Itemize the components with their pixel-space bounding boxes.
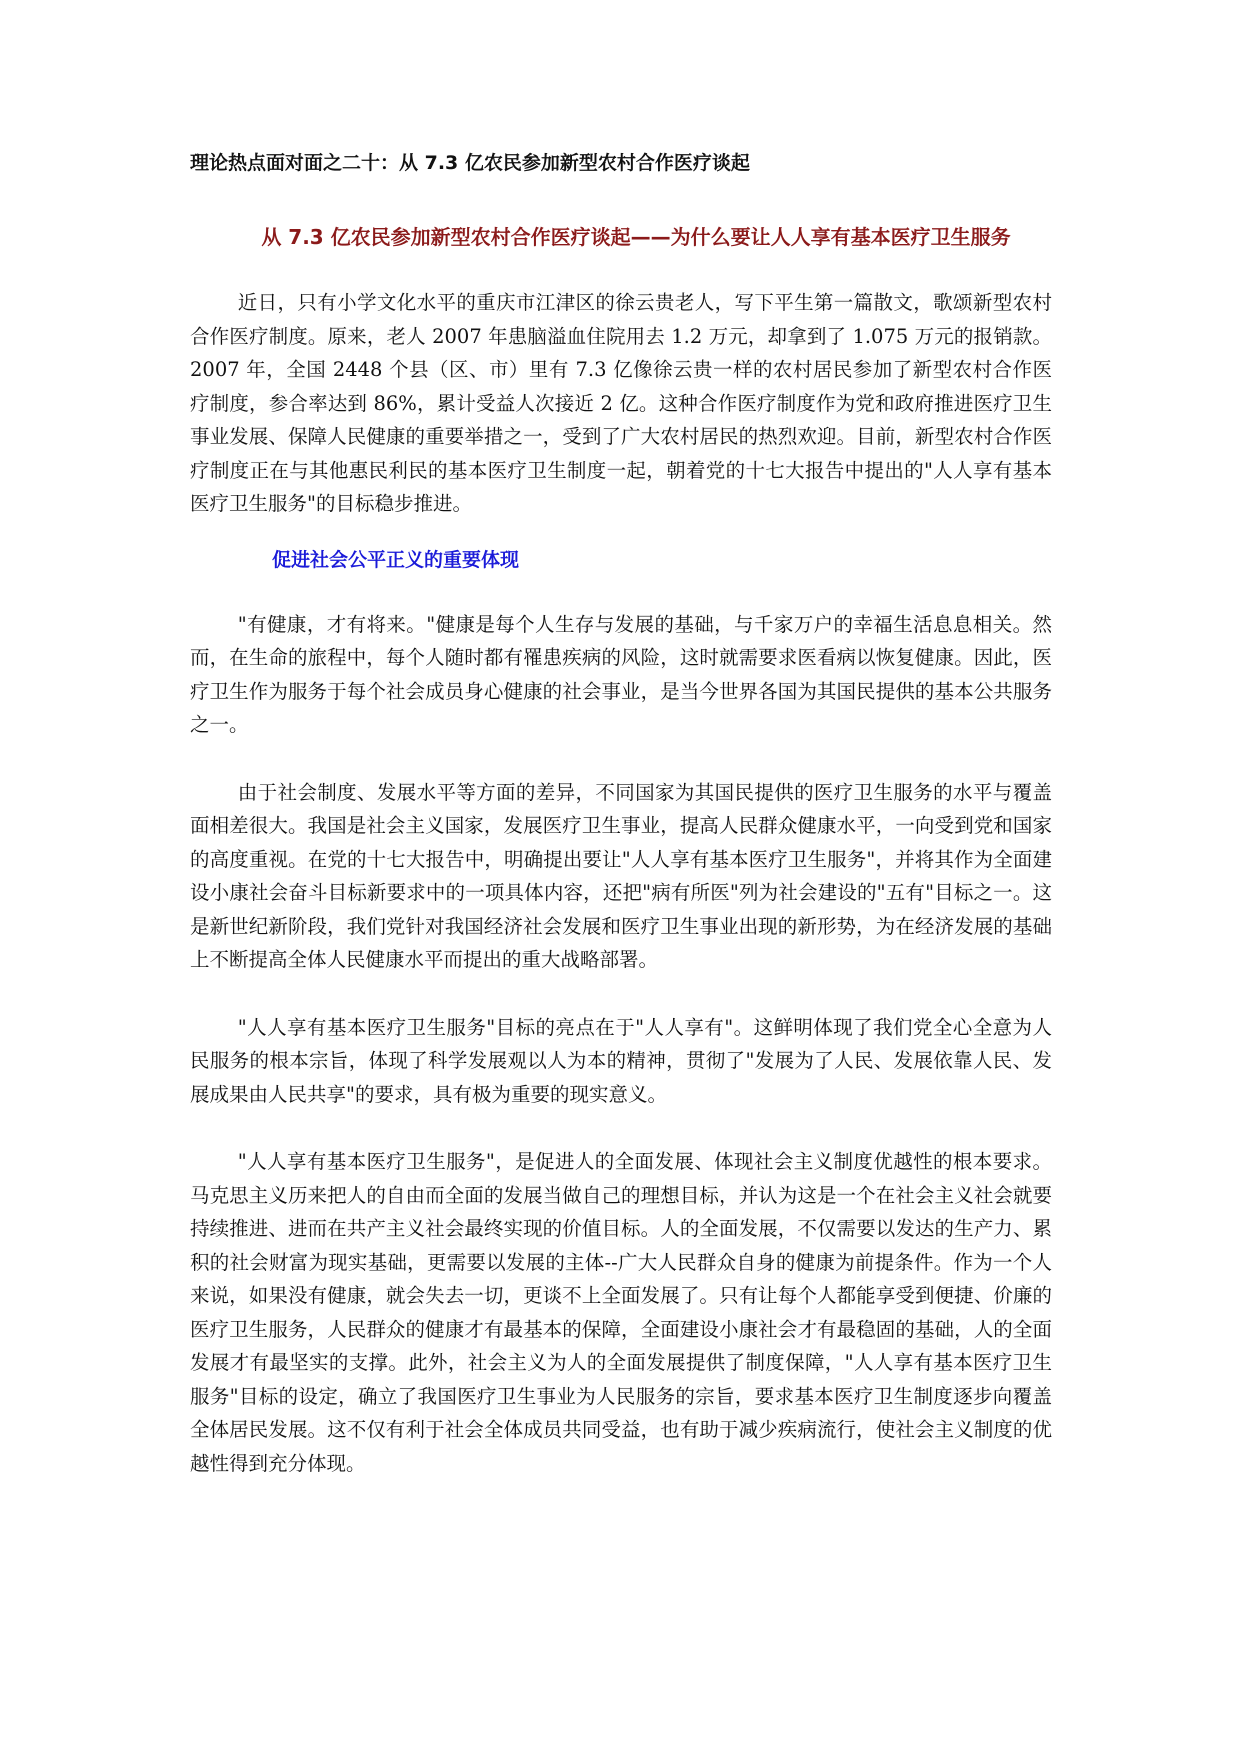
- section-paragraph-3: "人人享有基本医疗卫生服务"目标的亮点在于"人人享有"。这鲜明体现了我们党全心全意为人民服务的根本宗旨，体现了科学发展观以人为本的精神，贯彻了"发展为了人民、发展依靠人民、发展成果由人民共享"的要求，具有极为重要的现实意义。: [190, 1015, 1052, 1106]
- section-heading: 促进社会公平正义的重要体现: [272, 548, 520, 571]
- section-paragraph-1: "有健康，才有将来。"健康是每个人生存与发展的基础，与千家万户的幸福生活息息相关。然而，在生命的旅程中，每个人随时都有罹患疾病的风险，这时就需要求医看病以恢复健康。因此，医疗卫生作为服务于每个社会成员身心健康的社会事业，是当今世界各国为其国民提供的基本公共服务之一。: [190, 612, 1052, 736]
- intro-paragraph: 近日，只有小学文化水平的重庆市江津区的徐云贵老人，写下平生第一篇散文，歌颂新型农村合作医疗制度。原来，老人 2007 年患脑溢血住院用去 1.2 万元，却拿到了 1.075 万元的报销款。2007 年，全国 2448 个县（区、市）里有 7.3 亿像徐云贵一样的农村居民参加了新型农村合作医疗制度，参合率达到 86%，累计受益人次接近 2 亿。这种合作医疗制度作为党和政府推进医疗卫生事业发展、保障人民健康的重要举措之一，受到了广大农村居民的热烈欢迎。目前，新型农村合作医疗制度正在与其他惠民利民的基本医疗卫生制度一起，朝着党的十七大报告中提出的"人人享有基本医疗卫生服务"的目标稳步推进。: [190, 291, 1052, 515]
- article-heading: 从 7.3 亿农民参加新型农村合作医疗谈起——为什么要让人人享有基本医疗卫生服务: [261, 225, 1011, 249]
- document-page: [190, 150, 1052, 1480]
- section-paragraph-2: 由于社会制度、发展水平等方面的差异，不同国家为其国民提供的医疗卫生服务的水平与覆盖面相差很大。我国是社会主义国家，发展医疗卫生事业，提高人民群众健康水平，一向受到党和国家的高度重视。在党的十七大报告中，明确提出要让"人人享有基本医疗卫生服务"，并将其作为全面建设小康社会奋斗目标新要求中的一项具体内容，还把"病有所医"列为社会建设的"五有"目标之一。这是新世纪新阶段，我们党针对我国经济社会发展和医疗卫生事业出现的新形势，为在经济发展的基础上不断提高全体人民健康水平而提出的重大战略部署。: [190, 780, 1052, 971]
- document-title: 理论热点面对面之二十：从 7.3 亿农民参加新型农村合作医疗谈起: [190, 152, 750, 174]
- section-paragraph-4: "人人享有基本医疗卫生服务"，是促进人的全面发展、体现社会主义制度优越性的根本要求。马克思主义历来把人的自由而全面的发展当做自己的理想目标，并认为这是一个在社会主义社会就要持续推进、进而在共产主义社会最终实现的价值目标。人的全面发展，不仅需要以发达的生产力、累积的社会财富为现实基础，更需要以发展的主体--广大人民群众自身的健康为前提条件。作为一个人来说，如果没有健康，就会失去一切，更谈不上全面发展了。只有让每个人都能享受到便捷、价廉的医疗卫生服务，人民群众的健康才有最基本的保障，全面建设小康社会才有最稳固的基础，人的全面发展才有最坚实的支撑。此外，社会主义为人的全面发展提供了制度保障，"人人享有基本医疗卫生服务"目标的设定，确立了我国医疗卫生事业为人民服务的宗旨，要求基本医疗卫生制度逐步向覆盖全体居民发展。这不仅有利于社会全体成员共同受益，也有助于减少疾病流行，使社会主义制度的优越性得到充分体现。: [190, 1150, 1052, 1475]
